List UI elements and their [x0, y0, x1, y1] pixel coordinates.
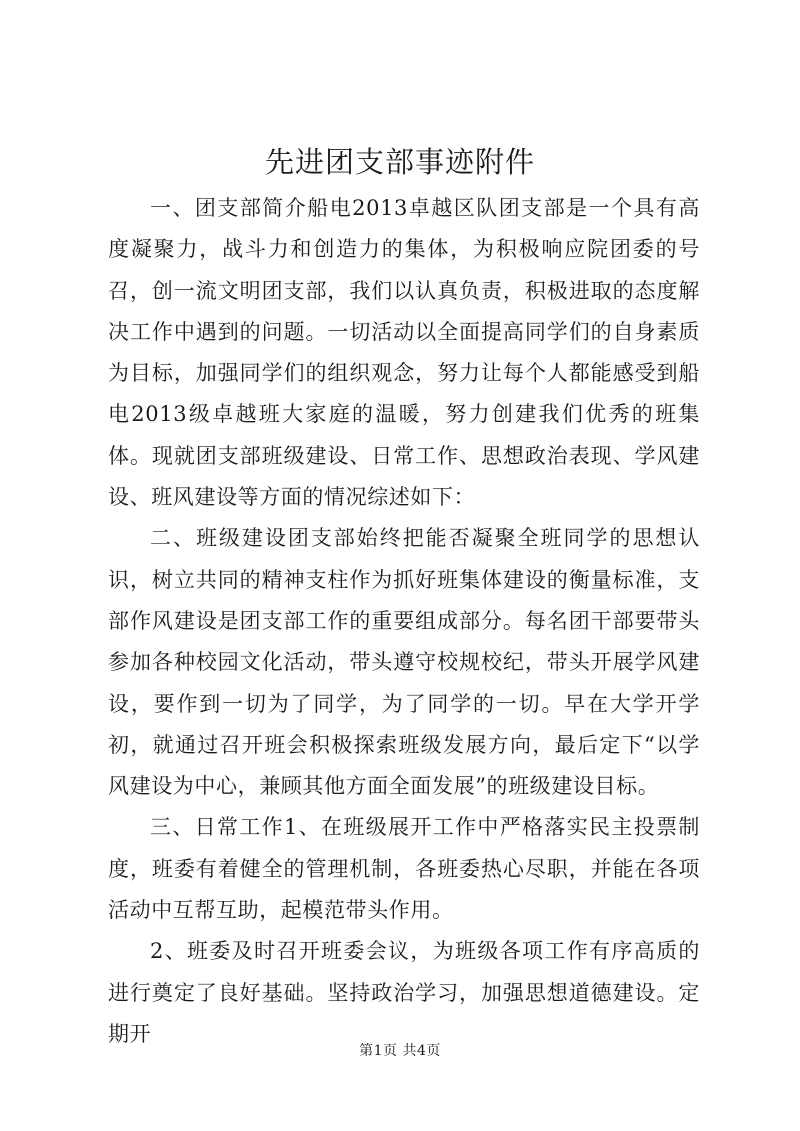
page-number-footer: 第1页 共4页: [359, 1043, 441, 1059]
document-title: 先进团支部事迹附件: [264, 145, 535, 179]
document-body: [108, 188, 700, 1055]
paragraph-overview: 一、团支部简介船电2013卓越区队团支部是一个具有高度凝聚力，战斗力和创造力的集体，为积极响应院团委的号召，创一流文明团支部，我们以认真负责，积极进取的态度解决工作中遇到的问题。一切活动以全面提高同学们的自身素质为目标，加强同学们的组织观念，努力让每个人都能感受到船电2013级卓越班大家庭的温暖，努力创建我们优秀的班集体。现就团支部班级建设、日常工作、思想政治表现、学风建设、班风建设等方面的情况综述如下：: [108, 196, 700, 510]
paragraph-class-building: 二、班级建设团支部始终把能否凝聚全班同学的思想认识，树立共同的精神支柱作为抓好班集体建设的衡量标准，支部作风建设是团支部工作的重要组成部分。每名团干部要带头参加各种校园文化活动，带头遵守校规校纪，带头开展学风建设，要作到一切为了同学，为了同学的一切。早在大学开学初，就通过召开班会积极探索班级发展方向，最后定下“以学风建设为中心，兼顾其他方面全面发展”的班级建设目标。: [108, 526, 700, 799]
paragraph-committee-meetings: 2、班委及时召开班委会议，为班级各项工作有序高质的进行奠定了良好基础。坚持政治学习，加强思想道德建设。定期开: [108, 939, 700, 1046]
paragraph-daily-work: 三、日常工作1、在班级展开工作中严格落实民主投票制度，班委有着健全的管理机制，各班委热心尽职，并能在各项活动中互帮互助，起模范带头作用。: [108, 815, 700, 923]
